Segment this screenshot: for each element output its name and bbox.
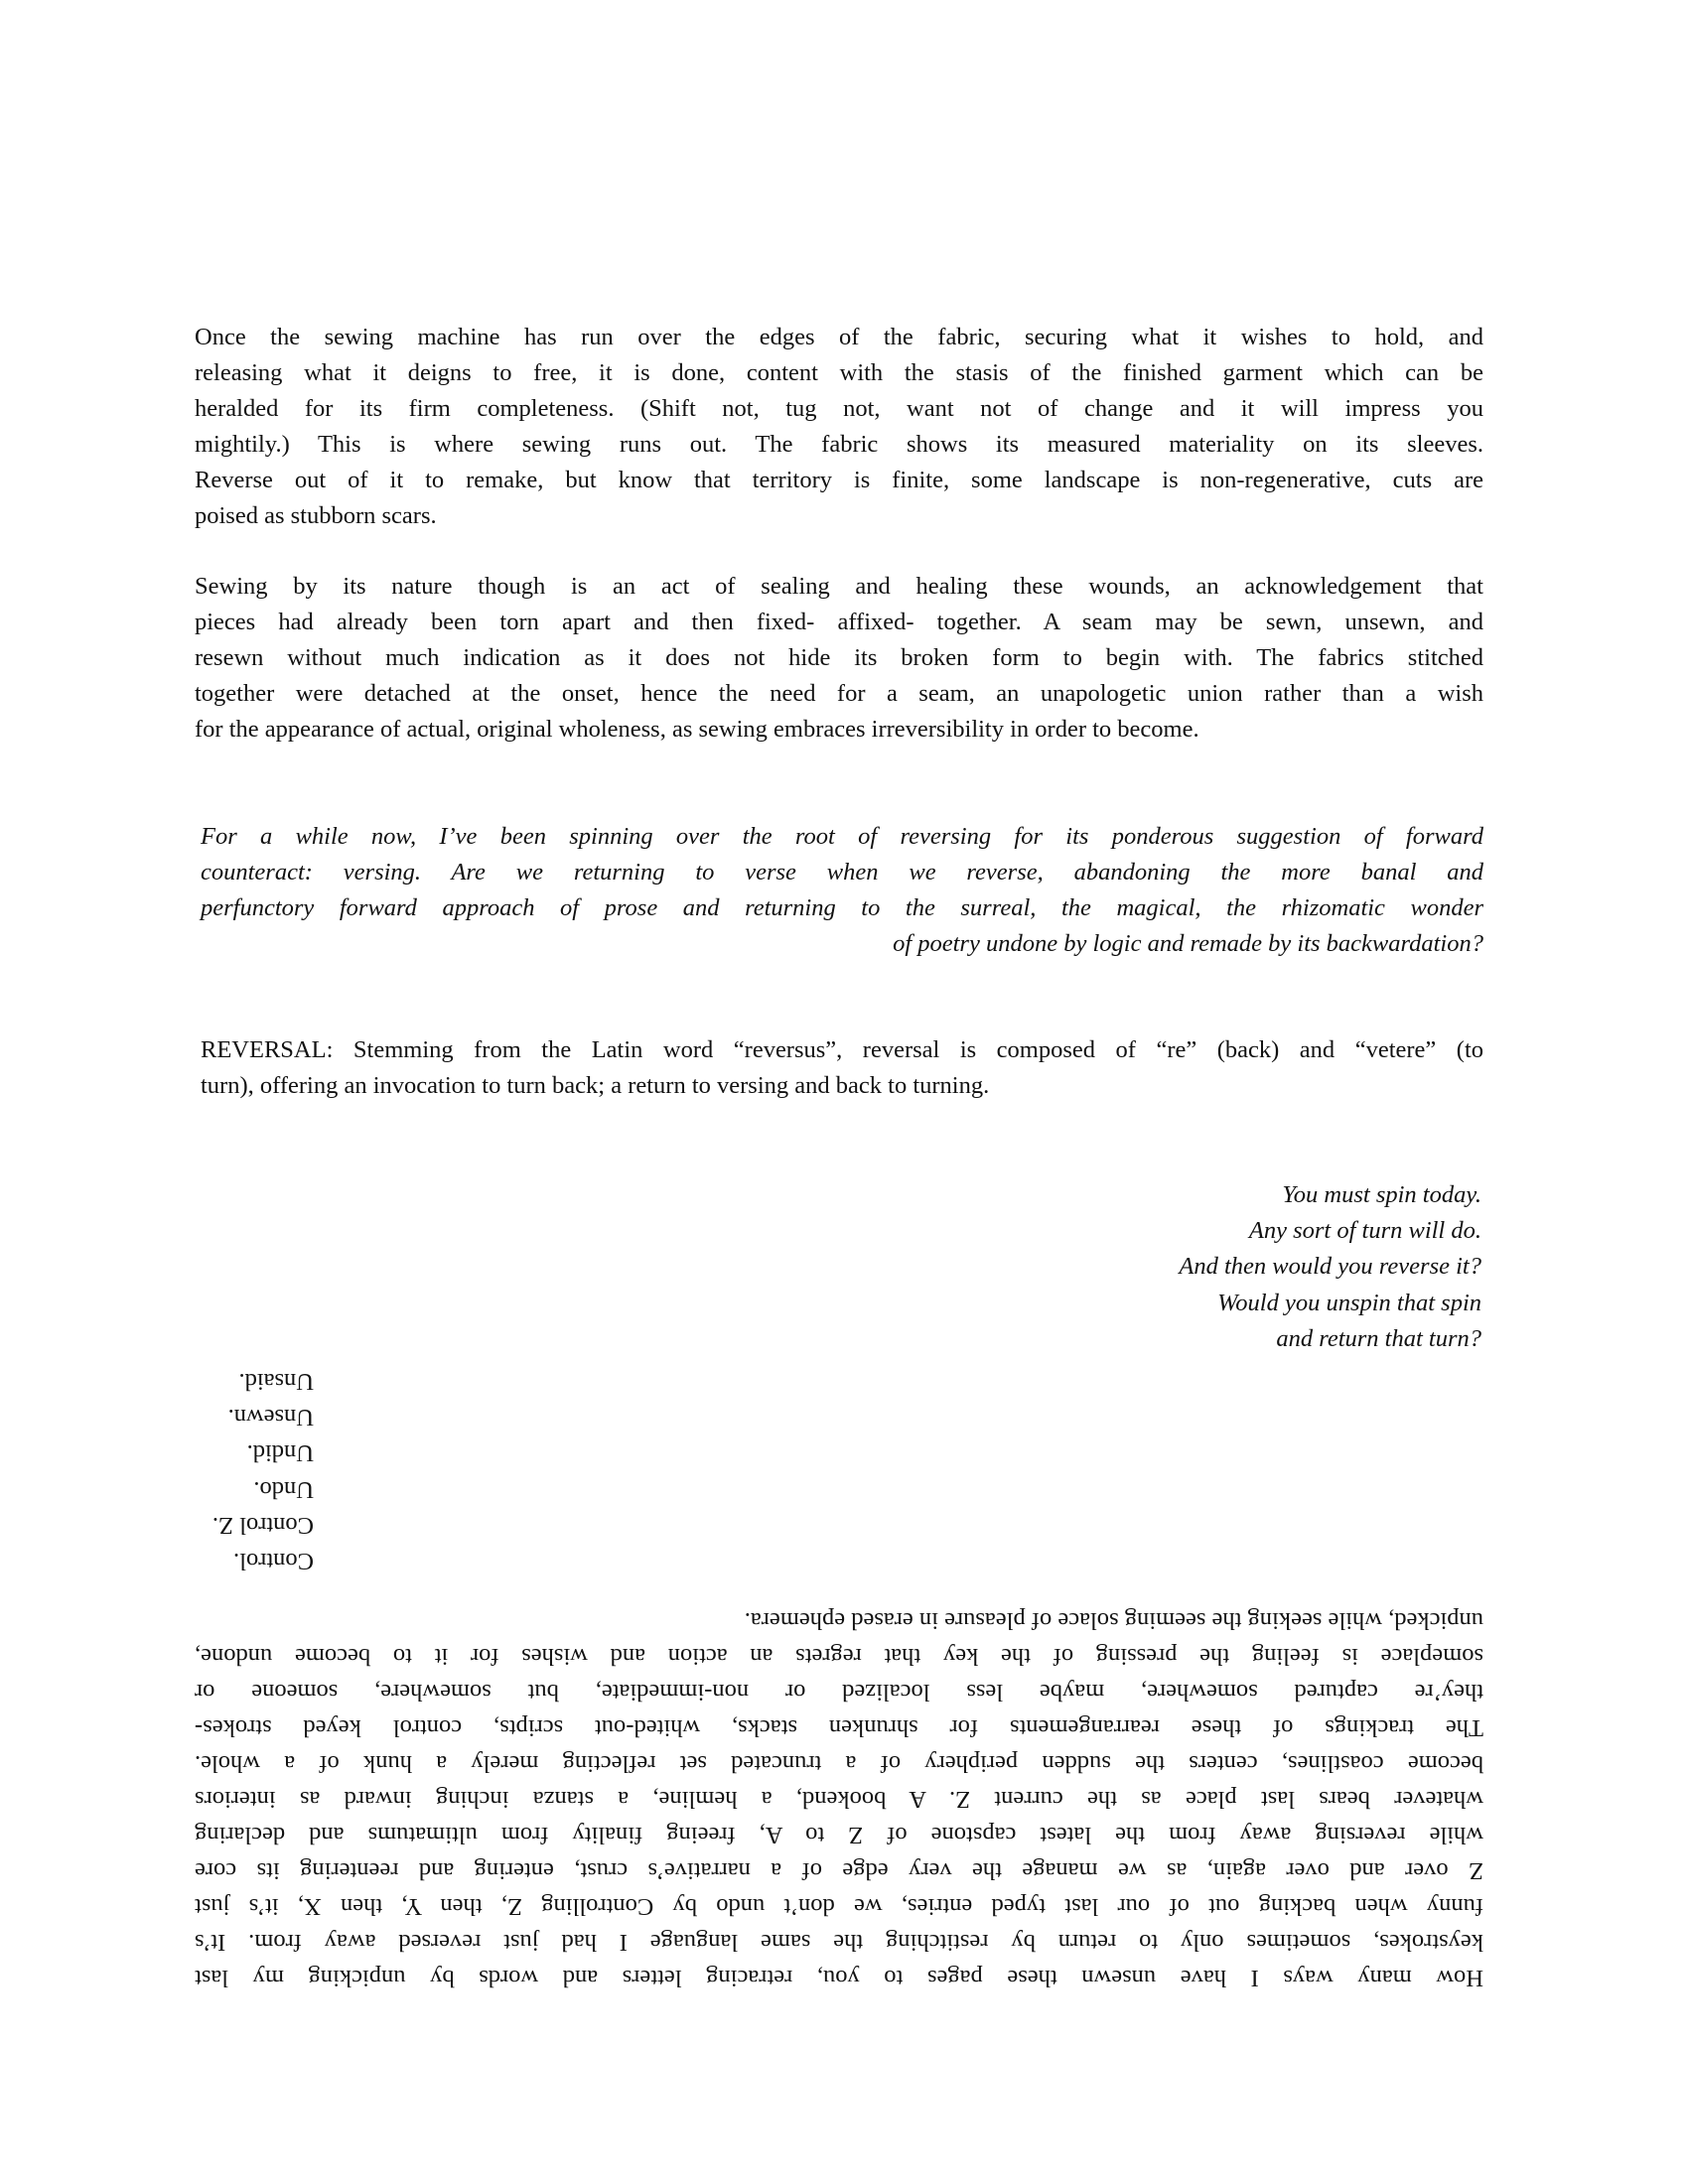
text-line: they’re captured somewhere, maybe less localized or non-immediate, but somewhere, someone or [195,1679,1483,1706]
text-line: keystrokes, sometimes only to return by restitching the same language I had just reversed away from. It’s [195,1929,1483,1956]
text-line: Sewing by its nature though is an act of sealing and healing these wounds, an acknowledgement that [195,573,1483,600]
text-line: turn), offering an invocation to turn back; a return to versing and back to turning. [201,1072,990,1099]
poem-line: Would you unspin that spin [1217,1289,1481,1316]
text-line: REVERSAL: Stemming from the Latin word “reversus”, reversal is composed of “re” (back) and “vetere” (to [201,1036,1483,1063]
text-line: unpicked, while seeking the seeming solace of pleasure in erased ephemera. [744,1607,1483,1634]
text-line: For a while now, I’ve been spinning over the root of reversing for its ponderous suggestion of forward [201,823,1483,850]
text-line: someplace is feeling the pressing of the key that regrets an action and wishes for it to become undone, [195,1643,1483,1670]
text-line: counteract: versing. Are we returning to verse when we reverse, abandoning the more banal and [201,859,1483,886]
paragraph-italic-reflection [201,819,1483,962]
text-line: funny when backing out of our last typed entries, we don’t undo by Controlling Z, then Y, then X, it’s just [195,1893,1483,1920]
text-line: while reversing away from the latest capstone of Z to A, freeing finality from ultimatums and declaring [195,1822,1483,1848]
poem-line: and return that turn? [1276,1324,1481,1352]
text-line: of poetry undone by logic and remade by its backwardation? [893,930,1483,957]
undo-word: Unsaid. [238,1367,314,1395]
poem-line: And then would you reverse it? [1179,1253,1481,1281]
undo-word: Undid. [246,1439,314,1467]
text-line: releasing what it deigns to free, it is done, content with the stasis of the finished garment which can be [195,359,1483,386]
definition-reversal [201,1032,1483,1104]
text-line: for the appearance of actual, original wholeness, as sewing embraces irreversibility in order to become. [195,716,1199,743]
paragraph-sewing-nature [195,569,1483,748]
poem-line: You must spin today. [1282,1181,1481,1208]
text-line: Z over and over again, as we manage the very edge of a narrative’s crust, entering and reentering its core [195,1857,1483,1884]
text-line: heralded for its firm completeness. (Shift not, tug not, want not of change and it will impress you [195,395,1483,422]
paragraph-unsewn-pages [195,1602,1483,1995]
undo-word: Undo. [253,1475,314,1503]
paragraph-sewing-machine [195,320,1483,534]
upside-down-section [195,1367,1483,1995]
poem-stanza [886,1177,1481,1357]
upside-down-block [195,1367,1483,1995]
text-line: pieces had already been torn apart and then fixed- affixed- together. A seam may be sewn, unsewn, and [195,609,1483,635]
undo-word: Control. [233,1548,314,1574]
undo-word: Control Z. [211,1511,314,1539]
text-line: resewn without much indication as it does not hide its broken form to begin with. The fabrics stitched [195,644,1483,671]
text-line: How many ways I have unsewn these pages to you, retracing letters and words by unpicking my last [195,1965,1483,1991]
text-line: become coastlines, centers the sudden periphery of a truncated set reflecting merely a hunk of a whole. [195,1750,1483,1777]
text-line: mightily.) This is where sewing runs out. The fabric shows its measured materiality on its sleeves. [195,431,1483,458]
text-line: Reverse out of it to remake, but know that territory is finite, some landscape is non-regenerative, cuts are [195,467,1483,493]
text-line: together were detached at the onset, hence the need for a seam, an unapologetic union rather than a wish [195,680,1483,707]
text-line: perfunctory forward approach of prose and returning to the surreal, the magical, the rhizomatic wonder [201,894,1483,921]
undo-word: Unsewn. [227,1404,314,1432]
text-line: poised as stubborn scars. [195,502,437,529]
text-line: The trackings of these rearrangements for shrunken stacks, whited-out scripts, control keyed strokes- [195,1714,1483,1741]
text-line: whatever bears last place as the current Z. A bookend, a hemline, a stanza inching inward as interiors [195,1786,1483,1813]
undo-word-list [115,1363,314,1578]
poem-line: Any sort of turn will do. [1248,1217,1481,1245]
text-line: Once the sewing machine has run over the edges of the fabric, securing what it wishes to hold, and [195,324,1483,350]
